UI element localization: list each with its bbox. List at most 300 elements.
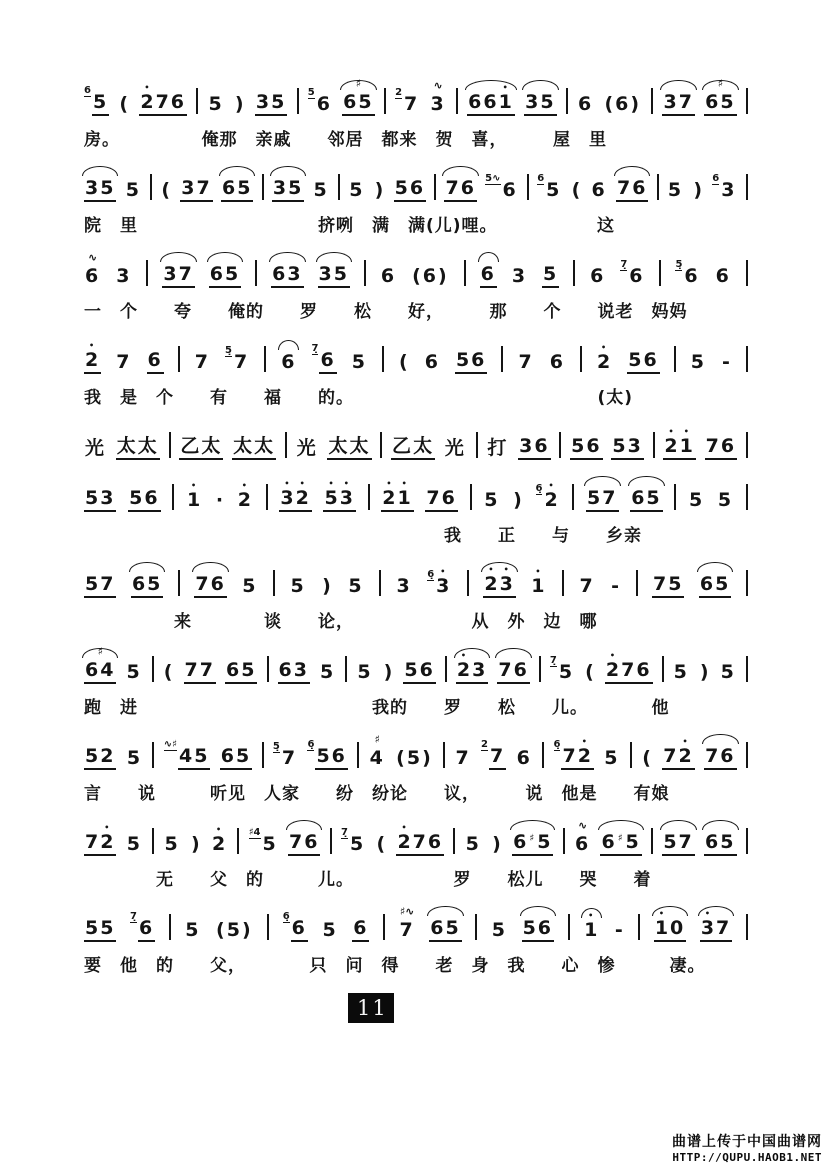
note-body bbox=[715, 267, 732, 288]
note-digit: • 2 bbox=[457, 661, 472, 680]
note-digit: 5 bbox=[242, 575, 258, 597]
note-digit: • 2 bbox=[544, 491, 559, 510]
note-body bbox=[84, 747, 116, 770]
bar-line bbox=[572, 484, 574, 510]
notation-token bbox=[190, 835, 202, 856]
notation-token bbox=[184, 921, 201, 942]
note-body bbox=[652, 575, 684, 598]
notation-token bbox=[128, 489, 160, 512]
system-2 bbox=[84, 172, 748, 236]
notation-token bbox=[549, 353, 566, 374]
note-digit: 3 bbox=[181, 177, 197, 199]
note-body bbox=[578, 577, 595, 598]
notation-token bbox=[248, 827, 279, 856]
notation-token bbox=[164, 835, 181, 856]
note-body bbox=[221, 179, 253, 202]
notation-token bbox=[611, 437, 643, 460]
grace-note: 5 bbox=[307, 87, 315, 98]
notation-token bbox=[84, 251, 101, 288]
notation-token bbox=[603, 95, 642, 116]
note-body bbox=[164, 835, 181, 856]
notation-line-1 bbox=[84, 77, 748, 116]
notation-token bbox=[675, 259, 700, 288]
note-digit: 6 bbox=[85, 265, 101, 287]
notation-token bbox=[84, 833, 116, 856]
note-body bbox=[281, 749, 298, 770]
note-digit: 5 bbox=[663, 831, 679, 853]
note-body bbox=[262, 835, 279, 856]
note-body bbox=[369, 749, 386, 770]
sharp-sign: ♯ bbox=[355, 77, 362, 90]
note-body bbox=[207, 95, 224, 116]
note-body bbox=[319, 663, 336, 684]
note-body bbox=[596, 353, 613, 374]
note-digit: 5 bbox=[288, 177, 304, 199]
note-body bbox=[84, 179, 116, 202]
notation-token bbox=[163, 663, 175, 684]
note-body bbox=[522, 919, 554, 942]
notation-token bbox=[715, 267, 732, 288]
note-digit: 7 bbox=[155, 91, 171, 113]
note-digit: 5 bbox=[673, 661, 689, 683]
slur-arc bbox=[207, 252, 243, 262]
slur-arc bbox=[442, 166, 478, 176]
bar-line bbox=[746, 914, 748, 940]
note-digit: ) bbox=[234, 93, 245, 115]
slur-arc bbox=[269, 252, 305, 262]
note-digit: 5 bbox=[720, 661, 736, 683]
notation-token bbox=[395, 577, 412, 598]
note-digit: 太 bbox=[116, 435, 138, 457]
note-body bbox=[351, 353, 368, 374]
note-body bbox=[126, 749, 143, 770]
note-body bbox=[641, 749, 653, 770]
note-body bbox=[543, 491, 560, 512]
note-body bbox=[194, 353, 211, 374]
notation-token bbox=[454, 749, 471, 770]
notation-token bbox=[483, 575, 515, 598]
note-body bbox=[381, 489, 413, 512]
note-digit: - bbox=[721, 351, 731, 373]
note-body bbox=[455, 351, 487, 374]
notation-token bbox=[662, 833, 694, 856]
note-digit: 5 bbox=[126, 661, 142, 683]
notation-token bbox=[215, 921, 254, 942]
note-digit: 5 bbox=[92, 91, 109, 113]
note-digit: 6 bbox=[380, 265, 397, 287]
note-body bbox=[92, 93, 109, 116]
notation-token bbox=[614, 921, 625, 942]
note-body bbox=[278, 661, 310, 684]
bar-line bbox=[542, 742, 544, 768]
slur-arc bbox=[478, 252, 499, 262]
note-body bbox=[194, 575, 226, 598]
notation-token bbox=[522, 919, 554, 942]
note-body bbox=[323, 489, 355, 512]
note-digit: 7 bbox=[562, 745, 578, 767]
note-digit: 6 bbox=[424, 351, 440, 373]
notation-token bbox=[411, 267, 450, 288]
note-digit: 5 bbox=[320, 661, 336, 683]
note-body bbox=[720, 181, 737, 202]
notation-token bbox=[690, 353, 707, 374]
note-body bbox=[163, 663, 175, 684]
note-digit: 6 bbox=[513, 831, 529, 853]
note-digit: 6 bbox=[586, 435, 602, 457]
notation-token bbox=[424, 353, 441, 374]
page-number-box bbox=[348, 993, 394, 1023]
note-body bbox=[296, 439, 319, 460]
note-body bbox=[583, 921, 600, 942]
notation-token bbox=[288, 833, 320, 856]
notation-token bbox=[272, 741, 298, 770]
lyrics-line-4: 我 是 个 有 福 的。 (太) bbox=[84, 388, 634, 408]
note-digit: 6 bbox=[147, 349, 163, 371]
notation-line-6 bbox=[84, 482, 748, 512]
bar-line bbox=[262, 742, 264, 768]
notation-token bbox=[571, 181, 583, 202]
note-digit: 5 bbox=[262, 833, 278, 855]
notation-token bbox=[553, 739, 594, 770]
note-digit: ) bbox=[322, 575, 332, 597]
notation-line-4 bbox=[84, 344, 748, 374]
note-body bbox=[347, 577, 364, 598]
notation-token bbox=[131, 575, 163, 598]
notation-token bbox=[394, 179, 426, 202]
note-digit: 5 bbox=[667, 179, 684, 201]
note-body bbox=[225, 661, 257, 684]
note-body bbox=[375, 835, 387, 856]
note-digit: • 1 bbox=[531, 577, 546, 596]
bar-line bbox=[364, 260, 366, 286]
note-digit: 5 bbox=[322, 919, 338, 941]
note-digit: 5 bbox=[316, 745, 332, 767]
note-body bbox=[271, 265, 303, 288]
note-body bbox=[512, 491, 524, 512]
note-body bbox=[211, 835, 228, 856]
note-body bbox=[131, 575, 163, 598]
notation-token bbox=[511, 267, 528, 288]
note-digit: 太 bbox=[233, 435, 255, 457]
grace-note: 6̣ bbox=[282, 911, 290, 922]
bar-line bbox=[746, 828, 748, 854]
note-digit: 5 bbox=[357, 661, 373, 683]
notation-token bbox=[652, 575, 684, 598]
notation-token bbox=[184, 661, 216, 684]
note-body bbox=[628, 267, 645, 288]
notation-token bbox=[429, 919, 461, 942]
note-body bbox=[577, 95, 594, 116]
notation-token bbox=[600, 833, 641, 856]
grace-note: 2 bbox=[395, 87, 403, 98]
note-digit: 7 bbox=[412, 831, 428, 853]
slur-arc bbox=[278, 340, 299, 350]
note-digit: • 2 bbox=[382, 489, 397, 508]
notation-token bbox=[280, 353, 297, 374]
note-body bbox=[233, 353, 250, 374]
notation-token bbox=[586, 489, 618, 512]
note-body bbox=[424, 353, 441, 374]
bar-line bbox=[470, 484, 472, 510]
notation-token bbox=[662, 93, 694, 116]
bar-line bbox=[443, 742, 445, 768]
notation-token bbox=[403, 661, 435, 684]
slur-arc bbox=[286, 820, 322, 830]
note-digit: 6 bbox=[209, 263, 225, 285]
bar-line bbox=[169, 432, 171, 458]
notation-token bbox=[603, 749, 620, 770]
notation-token bbox=[480, 265, 497, 288]
bar-line bbox=[172, 484, 174, 510]
note-digit: ( bbox=[585, 661, 595, 683]
note-body bbox=[614, 921, 625, 942]
notation-token bbox=[627, 351, 659, 374]
notation-token bbox=[584, 663, 596, 684]
note-body bbox=[561, 747, 593, 770]
note-body bbox=[403, 95, 420, 116]
note-digit: 3 bbox=[116, 265, 132, 287]
note-digit: 5 bbox=[543, 263, 559, 285]
note-body bbox=[692, 181, 704, 202]
note-digit: 7 bbox=[233, 351, 250, 373]
note-digit: 6 bbox=[502, 179, 518, 201]
note-digit: 7 bbox=[85, 831, 101, 853]
notation-token bbox=[321, 921, 338, 942]
note-body bbox=[395, 577, 412, 598]
note-digit: 5 bbox=[236, 745, 252, 767]
note-body bbox=[517, 353, 534, 374]
notation-line-11 bbox=[84, 905, 748, 942]
note-digit: 6 bbox=[643, 349, 659, 371]
note-digit: 太 bbox=[349, 435, 371, 457]
notation-token bbox=[596, 353, 613, 374]
notation-token bbox=[130, 911, 155, 942]
note-digit: 3 bbox=[663, 91, 679, 113]
note-digit: • 2 bbox=[140, 93, 155, 112]
note-body bbox=[667, 181, 684, 202]
note-digit: 7 bbox=[426, 487, 442, 509]
sharp-sign: ♯ bbox=[97, 645, 103, 658]
slur-arc bbox=[192, 562, 228, 572]
note-body bbox=[512, 833, 553, 856]
note-digit: 5 bbox=[406, 747, 423, 769]
note-digit: ) bbox=[191, 833, 201, 855]
note-digit: 5 bbox=[351, 351, 367, 373]
note-body bbox=[502, 181, 519, 202]
slur-arc bbox=[584, 476, 620, 486]
note-digit: ( bbox=[163, 661, 174, 683]
bar-line bbox=[746, 742, 748, 768]
bar-line bbox=[273, 570, 275, 596]
grace-note: 7̣ bbox=[341, 827, 348, 838]
note-digit: 7 bbox=[445, 177, 461, 199]
note-digit: 6 bbox=[441, 487, 457, 509]
note-body bbox=[291, 919, 308, 942]
note-digit: 7 bbox=[705, 435, 721, 457]
note-body bbox=[352, 919, 369, 942]
note-digit: 6 bbox=[471, 349, 487, 371]
note-body bbox=[288, 833, 320, 856]
note-body bbox=[699, 663, 711, 684]
notation-token bbox=[307, 739, 347, 770]
bar-line bbox=[150, 174, 152, 200]
note-digit: 7 bbox=[178, 263, 194, 285]
system-8 bbox=[84, 645, 748, 718]
notation-token bbox=[84, 489, 116, 512]
note-digit: 5 bbox=[546, 179, 562, 201]
note-digit: 5 bbox=[717, 489, 734, 511]
note-digit: 6 bbox=[705, 91, 721, 113]
notation-token bbox=[369, 733, 386, 770]
note-body bbox=[483, 491, 500, 512]
notation-token bbox=[255, 93, 287, 116]
bar-line bbox=[196, 88, 198, 114]
note-body bbox=[558, 663, 575, 684]
note-body bbox=[584, 663, 596, 684]
note-body bbox=[663, 437, 695, 460]
notation-token bbox=[323, 489, 355, 512]
notation-token bbox=[537, 173, 562, 202]
bar-line bbox=[746, 484, 748, 510]
notation-token bbox=[620, 259, 645, 288]
note-digit: 光 bbox=[296, 437, 318, 459]
notation-token bbox=[319, 663, 336, 684]
note-digit: ( bbox=[642, 747, 652, 769]
bar-line bbox=[464, 260, 466, 286]
note-digit: 5 bbox=[522, 917, 538, 939]
notation-token bbox=[211, 835, 228, 856]
notation-token bbox=[641, 749, 653, 770]
bar-line bbox=[501, 346, 503, 372]
note-digit: 7 bbox=[616, 177, 633, 199]
note-body bbox=[179, 437, 223, 460]
notation-token bbox=[444, 179, 476, 202]
notation-token bbox=[180, 179, 212, 202]
notation-token bbox=[282, 911, 308, 942]
bar-line bbox=[379, 570, 381, 596]
slur-arc bbox=[160, 252, 196, 262]
bar-line bbox=[527, 174, 529, 200]
bar-line bbox=[345, 656, 347, 682]
bar-line bbox=[539, 656, 541, 682]
system-10 bbox=[84, 819, 748, 890]
notation-token bbox=[125, 181, 142, 202]
bar-line bbox=[746, 174, 748, 200]
notation-token bbox=[139, 93, 187, 116]
bar-line bbox=[456, 88, 458, 114]
note-body bbox=[84, 267, 101, 288]
note-digit: 6 bbox=[281, 351, 297, 373]
note-digit: 6 bbox=[629, 265, 645, 287]
note-digit: 6 bbox=[304, 831, 320, 853]
note-digit: 7 bbox=[404, 93, 420, 115]
notation-token bbox=[215, 491, 225, 512]
note-body bbox=[603, 749, 620, 770]
slur-arc bbox=[697, 562, 733, 572]
note-body bbox=[705, 437, 737, 460]
note-digit: 5 bbox=[100, 177, 116, 199]
bar-line bbox=[746, 570, 748, 596]
note-digit: 6 bbox=[460, 177, 476, 199]
notation-token bbox=[296, 439, 319, 460]
note-body bbox=[394, 179, 426, 202]
note-body bbox=[486, 439, 509, 460]
notation-token bbox=[467, 93, 515, 116]
notation-token bbox=[465, 835, 482, 856]
notation-token bbox=[549, 655, 575, 684]
note-digit: • 2 bbox=[484, 575, 499, 594]
bar-line bbox=[445, 656, 447, 682]
notation-token bbox=[84, 85, 109, 116]
note-digit: 5 bbox=[558, 661, 575, 683]
note-digit: 5 bbox=[587, 487, 603, 509]
bar-line bbox=[434, 174, 436, 200]
note-body bbox=[160, 181, 172, 202]
lyrics-line-1: 房。 俺那 亲戚 邻居 都来 贺 喜， 屋 里 bbox=[84, 130, 607, 150]
note-body bbox=[318, 265, 350, 288]
note-digit: 5 bbox=[628, 349, 644, 371]
sharp-sign: ♯ bbox=[617, 832, 625, 844]
grace-note: 6̣ bbox=[535, 483, 543, 494]
slur-arc bbox=[454, 648, 490, 658]
notation-token bbox=[491, 835, 503, 856]
note-body bbox=[234, 95, 246, 116]
note-digit: 6 bbox=[419, 659, 435, 681]
notation-token bbox=[630, 489, 662, 512]
lyrics-line-7: 来 谈 论， 从 外 边 哪 bbox=[84, 612, 598, 632]
notation-token bbox=[220, 747, 252, 770]
note-body bbox=[398, 353, 410, 374]
grace-note: 6̣ bbox=[307, 739, 315, 750]
notation-token bbox=[356, 663, 373, 684]
note-body bbox=[699, 575, 731, 598]
slur-arc bbox=[660, 80, 696, 90]
grace-note: 7̣ bbox=[549, 655, 557, 666]
note-body bbox=[178, 747, 210, 770]
bar-line bbox=[368, 484, 370, 510]
notation-token bbox=[348, 181, 365, 202]
note-digit: 5 bbox=[612, 435, 628, 457]
note-digit: ) bbox=[699, 661, 710, 683]
note-body bbox=[545, 181, 562, 202]
note-digit: 5 bbox=[126, 747, 143, 769]
note-body bbox=[280, 353, 297, 374]
bar-line bbox=[237, 828, 239, 854]
note-digit: 6 bbox=[468, 91, 484, 113]
note-digit: 5 bbox=[313, 179, 329, 201]
note-digit: 5 bbox=[349, 833, 366, 855]
note-digit: 6 bbox=[220, 745, 236, 767]
note-digit: 3 bbox=[721, 179, 737, 201]
notation-token bbox=[347, 577, 364, 598]
notation-token bbox=[84, 919, 116, 942]
notation-token bbox=[491, 921, 508, 942]
system-11 bbox=[84, 905, 748, 976]
note-body bbox=[511, 267, 528, 288]
slur-arc bbox=[219, 166, 255, 176]
note-digit: 6 bbox=[422, 265, 439, 287]
slur-arc bbox=[495, 648, 531, 658]
note-digit: • 2 bbox=[664, 437, 679, 456]
notation-token bbox=[160, 181, 172, 202]
notation-token bbox=[279, 489, 311, 512]
note-digit: 7 bbox=[621, 659, 637, 681]
note-body bbox=[411, 267, 450, 288]
note-body bbox=[232, 437, 276, 460]
note-digit: 6 bbox=[226, 659, 242, 681]
bar-line bbox=[746, 432, 748, 458]
note-digit: 0 bbox=[670, 917, 686, 939]
